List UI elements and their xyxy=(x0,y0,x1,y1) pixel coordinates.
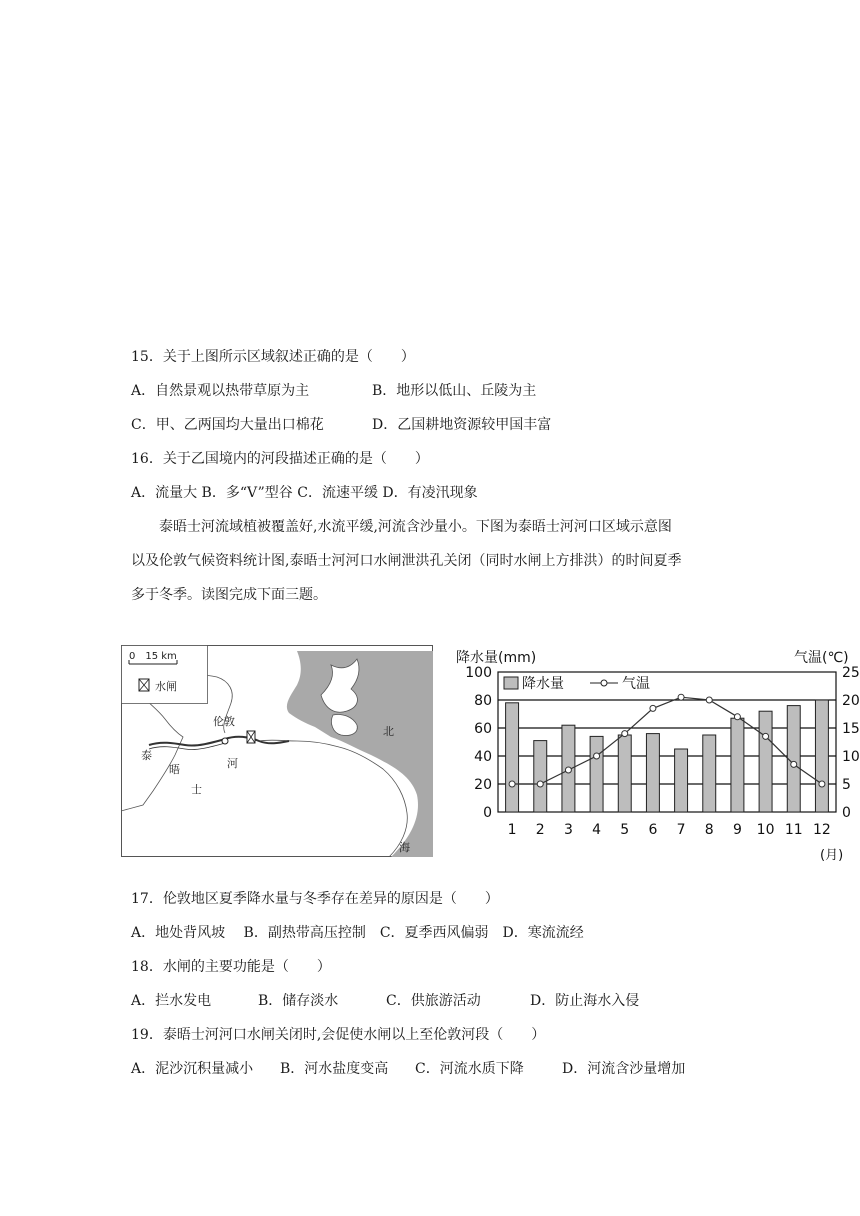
label-london: 伦敦 xyxy=(213,715,235,728)
sluice-icon xyxy=(247,731,255,743)
q19-option-c: C．河流水质下降 xyxy=(415,1061,524,1077)
x-tick-label: 6 xyxy=(648,822,658,838)
temperature-point xyxy=(763,733,769,739)
precip-bar xyxy=(506,703,519,812)
temperature-point xyxy=(537,781,543,787)
label-sea: 海 xyxy=(399,841,410,854)
q19-stem: 19．泰晤士河河口水闸关闭时,会促使水闸以上至伦敦河段（ ） xyxy=(131,1027,546,1043)
x-tick-label: 3 xyxy=(563,822,573,838)
temperature-point xyxy=(819,781,825,787)
thames-estuary-map xyxy=(121,645,433,857)
x-tick-label: 4 xyxy=(592,822,602,838)
scale-label: 0 15 km xyxy=(129,651,177,662)
x-tick-label: 11 xyxy=(784,822,803,838)
passage-line-3: 多于冬季。读图完成下面三题。 xyxy=(131,587,327,603)
label-he: 河 xyxy=(227,757,238,770)
temperature-point xyxy=(509,781,515,787)
temperature-point xyxy=(594,753,600,759)
q18-option-a: A．拦水发电 xyxy=(131,993,212,1009)
q15-option-c: C．甲、乙两国均大量出口棉花 xyxy=(131,417,324,433)
temperature-point xyxy=(734,714,740,720)
right-tick-label: 15 xyxy=(842,721,860,737)
q17-stem: 17．伦敦地区夏季降水量与冬季存在差异的原因是（ ） xyxy=(131,891,499,907)
legend-line-marker xyxy=(601,680,607,686)
right-tick-label: 20 xyxy=(842,693,860,709)
ylabel-left: 降水量(mm) xyxy=(456,650,537,666)
q17-options: A．地处背风坡 B．副热带高压控制 C．夏季西风偏弱 D．寒流流经 xyxy=(131,925,584,941)
x-tick-label: 10 xyxy=(756,822,775,838)
passage-line-1: 泰晤士河流域植被覆盖好,水流平缓,河流含沙量小。下图为泰晤士河河口区域示意图 xyxy=(159,519,672,535)
q18-option-c: C．供旅游活动 xyxy=(386,993,481,1009)
q18-option-b: B．储存淡水 xyxy=(258,993,339,1009)
x-tick-label: 8 xyxy=(704,822,714,838)
right-tick-label: 5 xyxy=(842,777,851,793)
q15-option-d: D．乙国耕地资源较甲国丰富 xyxy=(372,417,552,433)
left-tick-label: 40 xyxy=(474,749,492,765)
precip-bar xyxy=(675,749,688,812)
label-tai: 泰 xyxy=(141,749,152,762)
label-shi: 士 xyxy=(191,783,202,796)
x-tick-label: 2 xyxy=(535,822,545,838)
temperature-point xyxy=(678,694,684,700)
precip-bar xyxy=(590,736,603,812)
q15-option-b: B．地形以低山、丘陵为主 xyxy=(372,383,537,399)
temperature-point xyxy=(622,731,628,737)
legend-precip-label: 降水量 xyxy=(522,676,564,692)
map-svg xyxy=(121,645,433,857)
plot-frame xyxy=(498,672,836,812)
precip-bar xyxy=(646,734,659,812)
london-marker-icon xyxy=(222,738,228,744)
right-tick-label: 0 xyxy=(842,805,851,821)
climate-chart-svg xyxy=(450,645,860,865)
temperature-line xyxy=(512,697,822,784)
x-tick-label: 1 xyxy=(507,822,517,838)
q19-option-a: A．泥沙沉积量减小 xyxy=(131,1061,254,1077)
left-tick-label: 100 xyxy=(465,665,492,681)
x-tick-label: 5 xyxy=(620,822,630,838)
right-tick-label: 25 xyxy=(842,665,860,681)
legend-sluice-label: 水闸 xyxy=(155,680,177,693)
sluice-legend-icon xyxy=(139,679,149,691)
left-tick-label: 80 xyxy=(474,693,492,709)
legend-bar-swatch xyxy=(504,677,518,689)
london-climate-chart xyxy=(450,645,860,865)
left-tick-label: 20 xyxy=(474,777,492,793)
passage-line-2: 以及伦敦气候资料统计图,泰晤士河河口水闸泄洪孔关闭（同时水闸上方排洪）的时间夏季 xyxy=(131,553,682,569)
q16-options: A．流量大 B．多“V”型谷 C．流速平缓 D．有凌汛现象 xyxy=(131,485,478,501)
q18-option-d: D．防止海水入侵 xyxy=(530,993,640,1009)
precip-bar xyxy=(731,718,744,812)
q16-stem: 16．关于乙国境内的河段描述正确的是（ ） xyxy=(131,451,429,467)
q15-stem: 15．关于上图所示区域叙述正确的是（ ） xyxy=(131,349,415,365)
precip-bar xyxy=(787,706,800,812)
temperature-point xyxy=(565,767,571,773)
temperature-point xyxy=(791,761,797,767)
precip-bar xyxy=(815,700,828,812)
label-wu: 晤 xyxy=(169,763,180,776)
x-tick-label: 12 xyxy=(813,822,831,838)
temperature-point xyxy=(706,697,712,703)
left-tick-label: 60 xyxy=(474,721,492,737)
left-tick-label: 0 xyxy=(483,805,492,821)
temperature-point xyxy=(650,705,656,711)
precip-bar xyxy=(618,735,631,812)
label-north: 北 xyxy=(383,725,394,738)
q19-option-b: B．河水盐度变高 xyxy=(280,1061,389,1077)
x-tick-label: 9 xyxy=(732,822,742,838)
q18-stem: 18．水闸的主要功能是（ ） xyxy=(131,959,331,975)
precip-bar xyxy=(703,735,716,812)
q15-option-a: A．自然景观以热带草原为主 xyxy=(131,383,310,399)
x-unit-label: (月) xyxy=(820,848,844,863)
precip-bar xyxy=(534,741,547,812)
ylabel-right: 气温(℃) xyxy=(794,650,849,666)
precip-bar xyxy=(759,711,772,812)
legend-temp-label: 气温 xyxy=(622,676,650,692)
q19-option-d: D．河流含沙量增加 xyxy=(562,1061,686,1077)
x-tick-label: 7 xyxy=(676,822,686,838)
right-tick-label: 10 xyxy=(842,749,860,765)
